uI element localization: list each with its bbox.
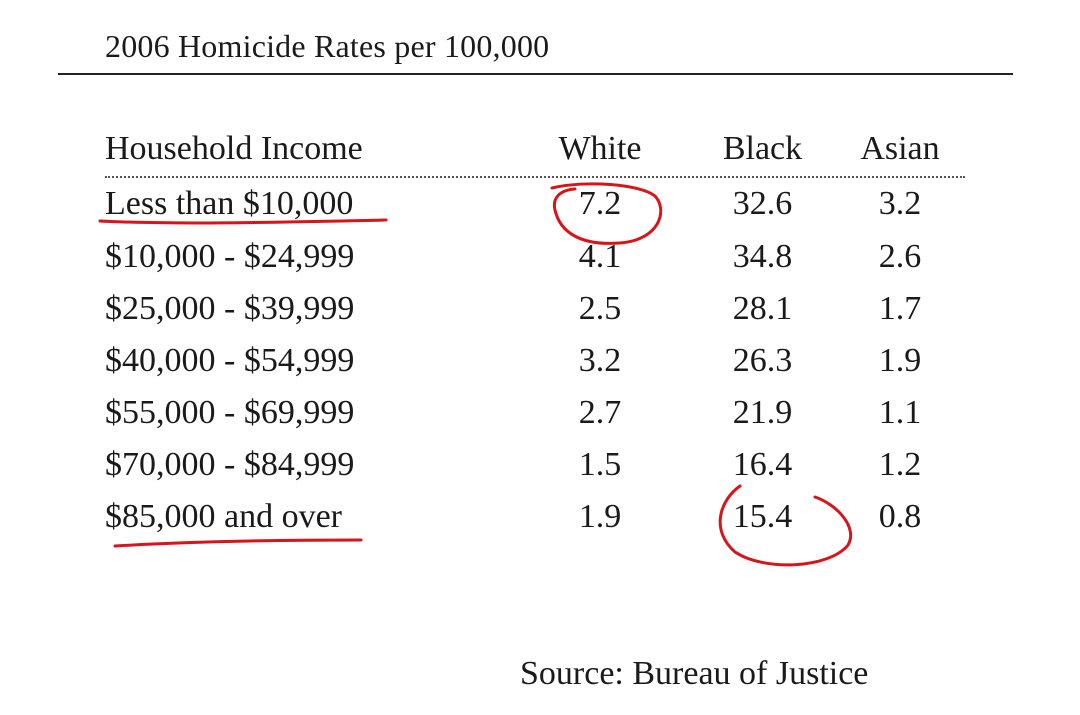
source-citation: Source: Bureau of Justice <box>520 655 869 692</box>
white-rate-cell: 1.5 <box>578 446 622 483</box>
income-cell: $40,000 - $54,999 <box>105 342 355 379</box>
black-rate-cell: 26.3 <box>732 342 793 379</box>
asian-rate-cell: 1.2 <box>878 446 922 483</box>
black-rate-cell: 16.4 <box>732 446 793 483</box>
header-white: White <box>558 130 642 167</box>
header-black: Black <box>722 130 803 167</box>
asian-rate-cell: 1.7 <box>878 290 922 327</box>
black-rate-cell: 28.1 <box>732 290 793 327</box>
income-cell: $10,000 - $24,999 <box>105 238 355 275</box>
white-rate-cell: 3.2 <box>578 342 622 379</box>
white-rate-cell: 7.2 <box>578 185 622 222</box>
white-rate-cell: 2.5 <box>578 290 622 327</box>
header-asian: Asian <box>860 130 940 167</box>
asian-rate-cell: 1.1 <box>878 394 922 431</box>
black-rate-cell: 21.9 <box>732 394 793 431</box>
black-rate-cell: 32.6 <box>732 185 793 222</box>
asian-rate-cell: 0.8 <box>878 498 922 535</box>
income-cell: Less than $10,000 <box>105 185 354 222</box>
asian-rate-cell: 1.9 <box>878 342 922 379</box>
table-row <box>0 498 1080 548</box>
income-cell: $70,000 - $84,999 <box>105 446 355 483</box>
asian-rate-cell: 2.6 <box>878 238 922 275</box>
table-header-row <box>0 130 1080 175</box>
table-row <box>0 394 1080 444</box>
header-household-income: Household Income <box>105 130 363 167</box>
white-rate-cell: 4.1 <box>578 238 622 275</box>
header-dotted-rule <box>105 176 965 178</box>
document-title: 2006 Homicide Rates per 100,000 <box>105 28 550 64</box>
asian-rate-cell: 3.2 <box>878 185 922 222</box>
black-rate-cell: 15.4 <box>732 498 793 535</box>
white-rate-cell: 2.7 <box>578 394 622 431</box>
table-row <box>0 446 1080 496</box>
black-rate-cell: 34.8 <box>732 238 793 275</box>
income-cell: $55,000 - $69,999 <box>105 394 355 431</box>
table-row <box>0 290 1080 340</box>
table-row <box>0 238 1080 288</box>
white-rate-cell: 1.9 <box>578 498 622 535</box>
table-row <box>0 185 1080 235</box>
income-cell: $25,000 - $39,999 <box>105 290 355 327</box>
income-cell: $85,000 and over <box>105 498 343 535</box>
table-row <box>0 342 1080 392</box>
